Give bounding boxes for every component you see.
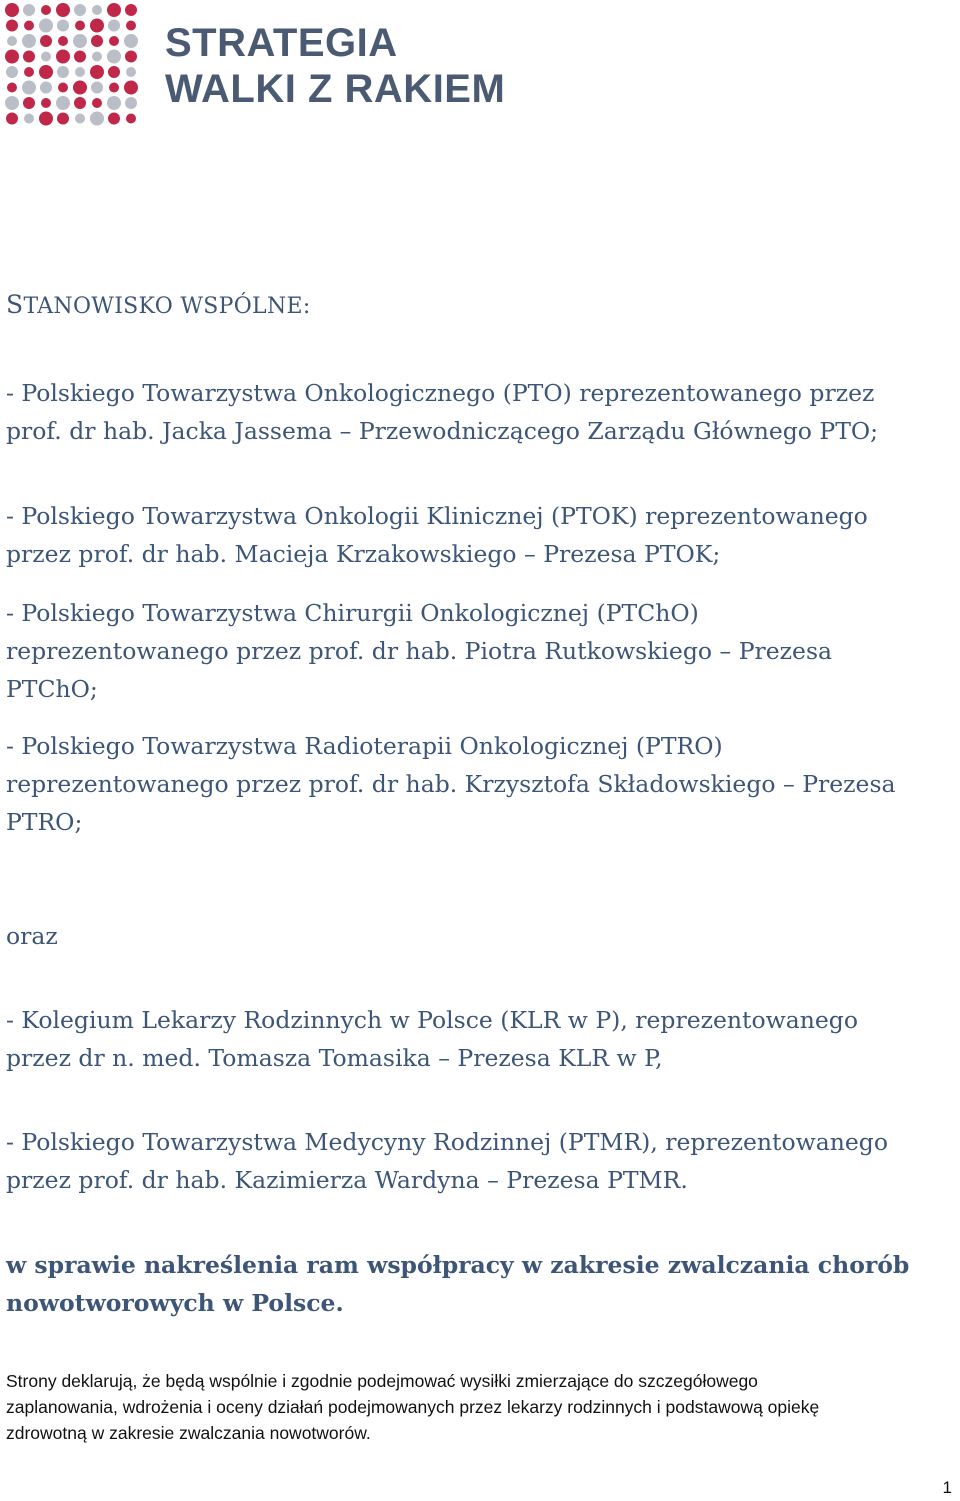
logo-dot xyxy=(124,81,138,95)
logo-dot xyxy=(126,114,136,124)
logo-dot xyxy=(56,3,70,17)
logo-dot xyxy=(125,51,137,63)
logo-dot xyxy=(74,97,86,109)
page-number: 1 xyxy=(942,1478,952,1497)
logo-dot xyxy=(23,4,35,16)
logo-dot xyxy=(124,34,138,48)
logo-dot xyxy=(125,97,137,109)
logo-dot xyxy=(58,83,68,93)
logo-dot xyxy=(74,51,86,63)
conjunction: oraz xyxy=(6,922,58,950)
logo-dot xyxy=(92,52,102,62)
logo-dot xyxy=(126,21,136,31)
logo-dot xyxy=(7,36,17,46)
logo-dot xyxy=(57,113,69,125)
logo-dot xyxy=(109,83,119,93)
logo-dot xyxy=(56,50,70,64)
party-klr: - Kolegium Lekarzy Rodzinnych w Polsce (KLR w P), reprezentowanego przez dr n. med. Tomasza Tomasika – Prezesa KLR w P, xyxy=(6,1006,858,1072)
logo-dot xyxy=(5,3,19,17)
logo-line-1: STRATEGIA xyxy=(165,21,398,65)
body-paragraph: Strony deklarują, że będą wspólnie i zgodnie podejmować wysiłki zmierzające do szczegółowego zaplanowania, wdrożenia i oceny działań podejmowanych przez lekarzy rodzinnych i podstawową opiekę zdrowotną w zakresie zwalczania nowotworów. xyxy=(6,1371,820,1443)
logo-dot xyxy=(41,5,51,15)
logo-dot xyxy=(90,19,104,33)
logo-dot xyxy=(75,114,85,124)
party-ptcho: - Polskiego Towarzystwa Chirurgii Onkologicznej (PTChO) reprezentowanego przez prof. dr hab. Piotra Rutkowskiego – Prezesa PTChO; xyxy=(6,599,833,703)
logo-dot xyxy=(57,20,69,32)
logo-dot xyxy=(6,66,18,78)
topic: w sprawie nakreślenia ram współpracy w zakresie zwalczania chorób nowotworowych w Polsce. xyxy=(6,1251,910,1317)
logo-dot xyxy=(40,82,52,94)
logo-dot xyxy=(22,81,36,95)
logo-dot xyxy=(92,98,102,108)
logo-dot xyxy=(24,114,34,124)
logo-dot xyxy=(24,21,34,31)
logo-dot xyxy=(6,113,18,125)
party-ptro: - Polskiego Towarzystwa Radioterapii Onkologicznej (PTRO) reprezentowanego przez prof. dr hab. Krzysztofa Składowskiego – Prezesa PTRO; xyxy=(6,732,896,836)
logo-dot xyxy=(24,67,34,77)
logo-dot xyxy=(74,4,86,16)
logo xyxy=(2,2,532,126)
logo-dot xyxy=(75,21,85,31)
logo-line-2: WALKI Z RAKIEM xyxy=(165,67,506,111)
logo-dot xyxy=(90,65,104,79)
logo-dot xyxy=(73,34,87,48)
logo-dot xyxy=(41,52,51,62)
logo-dot xyxy=(90,112,104,126)
logo-dot xyxy=(23,97,35,109)
logo-dot xyxy=(56,96,70,110)
logo-dot xyxy=(57,66,69,78)
logo-dot xyxy=(7,83,17,93)
logo-dot xyxy=(22,34,36,48)
logo-dot xyxy=(91,35,103,47)
logo-dot xyxy=(39,112,53,126)
logo-dot xyxy=(23,51,35,63)
logo-dot xyxy=(58,36,68,46)
logo-dot xyxy=(126,67,136,77)
logo-dot xyxy=(108,20,120,32)
logo-dot xyxy=(108,113,120,125)
logo-dot xyxy=(39,19,53,33)
logo-dot xyxy=(73,81,87,95)
logo-dot xyxy=(107,3,121,17)
logo-dot xyxy=(41,98,51,108)
party-ptok: - Polskiego Towarzystwa Onkologii Klinicznej (PTOK) reprezentowanego przez prof. dr hab. Macieja Krzakowskiego – Prezesa PTOK; xyxy=(6,502,868,568)
logo-dot xyxy=(40,35,52,47)
logo-dot xyxy=(6,20,18,32)
logo-dot xyxy=(125,4,137,16)
logo-dot xyxy=(107,96,121,110)
party-pto: - Polskiego Towarzystwa Onkologicznego (PTO) reprezentowanego przez prof. dr hab. Jacka Jassema – Przewodniczącego Zarządu Głównego PTO; xyxy=(6,379,879,445)
logo-text xyxy=(165,20,505,112)
logo-dot xyxy=(39,65,53,79)
logo-dots-icon xyxy=(2,2,142,126)
logo-dot xyxy=(109,36,119,46)
logo-dot xyxy=(108,66,120,78)
logo-dot xyxy=(75,67,85,77)
logo-dot xyxy=(5,96,19,110)
party-ptmr: - Polskiego Towarzystwa Medycyny Rodzinnej (PTMR), reprezentowanego przez prof. dr hab. Kazimierza Wardyna – Prezesa PTMR. xyxy=(6,1128,888,1194)
logo-dot xyxy=(5,50,19,64)
logo-dot xyxy=(107,50,121,64)
logo-dot xyxy=(92,5,102,15)
logo-dot xyxy=(91,82,103,94)
page-title: STANOWISKO WSPÓLNE: xyxy=(6,290,311,319)
